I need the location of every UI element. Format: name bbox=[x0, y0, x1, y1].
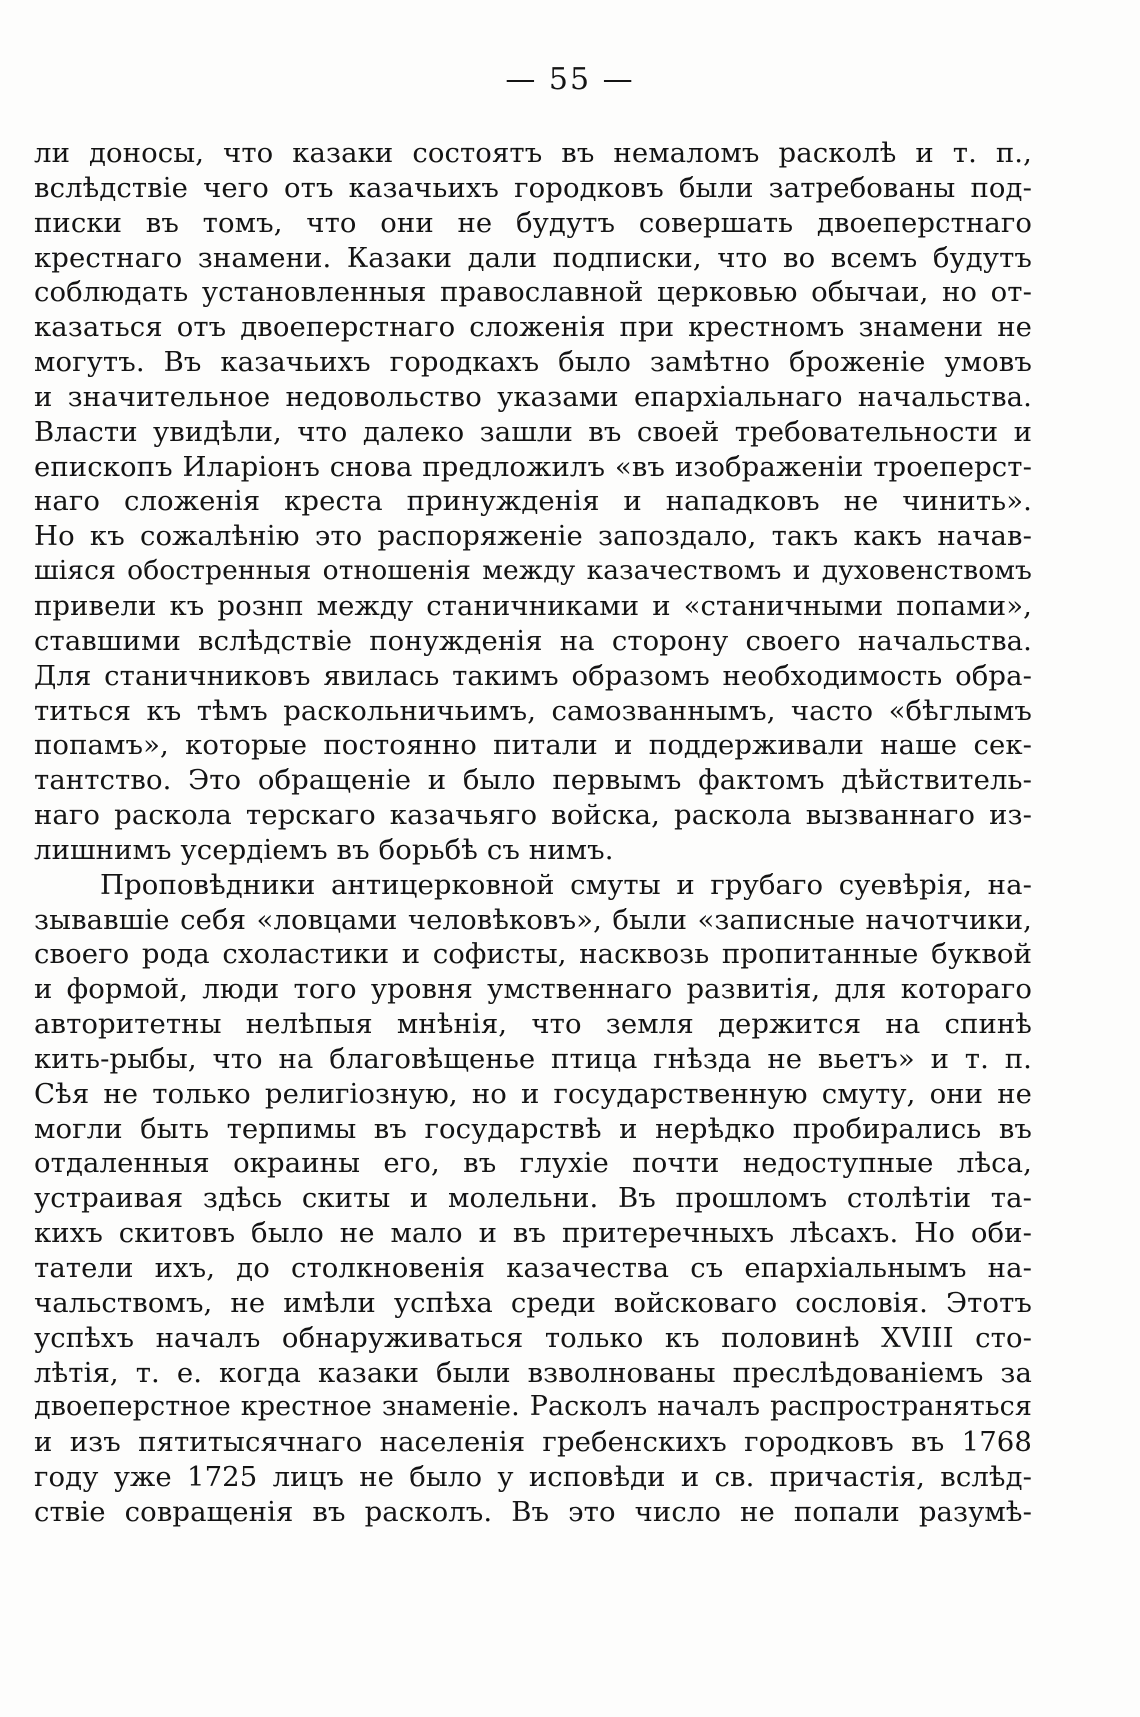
text-line: ли доносы, что казаки состоятъ въ немаломъ расколѣ и т. п., bbox=[34, 137, 1032, 169]
text-line: епископъ Иларіонъ снова предложилъ «въ изображеніи троеперст- bbox=[34, 450, 1032, 483]
text-line: писки въ томъ, что они не будутъ совершать двоеперстнаго bbox=[34, 206, 1032, 239]
text-line: чальствомъ, не имѣли успѣха среди войсковаго сословія. Этотъ bbox=[34, 1286, 1032, 1319]
text-line: вслѣдствіе чего отъ казачьихъ городковъ были затребованы под- bbox=[34, 171, 1032, 204]
page-number: — 55 — bbox=[505, 62, 635, 97]
text-line: ствіе совращенія въ расколъ. Въ это число не попали разумѣ- bbox=[34, 1495, 1032, 1528]
text-line: татели ихъ, до столкновенія казачества съ епархіальнымъ на- bbox=[34, 1252, 1032, 1284]
text-line: отдаленныя окраины его, въ глухіе почти недоступные лѣса, bbox=[34, 1147, 1032, 1180]
text-line: крестнаго знамени. Казаки дали подписки, что во всемъ будутъ bbox=[34, 241, 1032, 274]
text-line: наго сложенія креста принужденія и нападковъ не чинить». bbox=[34, 485, 1032, 518]
body-text bbox=[34, 136, 1032, 1530]
text-line: авторитетны нелѣпыя мнѣнія, что земля держится на спинѣ bbox=[34, 1008, 1032, 1041]
paragraph-end-line: лишнимъ усердіемъ въ борьбѣ съ нимъ. bbox=[34, 833, 614, 866]
text-line: кить-рыбы, что на благовѣщенье птица гнѣзда не вьетъ» и т. п. bbox=[34, 1042, 1032, 1075]
text-line: лѣтія, т. е. когда казаки были взволнованы преслѣдованіемъ за bbox=[34, 1356, 1032, 1389]
text-line: казаться отъ двоеперстнаго сложенія при крестномъ знамени не bbox=[34, 311, 1032, 344]
text-line: тантство. Это обращеніе и было первымъ фактомъ дѣйствитель- bbox=[34, 764, 1032, 797]
text-line: попамъ», которые постоянно питали и поддерживали наше сек- bbox=[34, 729, 1032, 762]
text-line: и значительное недовольство указами епархіальнаго начальства. bbox=[34, 380, 1032, 413]
text-line: двоеперстное крестное знаменіе. Расколъ началъ распространяться bbox=[34, 1391, 1032, 1423]
paragraph-start-line: Проповѣдники антицерковной смуты и грубаго суевѣрія, на- bbox=[100, 868, 1032, 901]
text-line: Власти увидѣли, что далеко зашли въ своей требовательности и bbox=[34, 415, 1032, 448]
text-line: зывавшіе себя «ловцами человѣковъ», были «записные начотчики, bbox=[34, 903, 1032, 936]
text-line: соблюдать установленныя православной церковью обычаи, но от- bbox=[34, 276, 1032, 309]
text-line: наго раскола терскаго казачьяго войска, раскола вызваннаго из- bbox=[34, 799, 1032, 832]
text-line: привели къ рознп между станичниками и «станичными попами», bbox=[34, 589, 1032, 622]
text-line: титься къ тѣмъ раскольничьимъ, самозваннымъ, часто «бѣглымъ bbox=[34, 694, 1032, 727]
text-line: шіяся обостренныя отношенія между казачествомъ и духовенствомъ bbox=[34, 555, 1032, 587]
text-line: Для станичниковъ явилась такимъ образомъ необходимость обра- bbox=[34, 659, 1032, 692]
text-line: и изъ пятитысячнаго населенія гребенскихъ городковъ въ 1768 bbox=[34, 1426, 1032, 1459]
text-line: и формой, люди того уровня умственнаго развитія, для котораго bbox=[34, 973, 1032, 1006]
text-line: Но къ сожалѣнію это распоряженіе запоздало, такъ какъ начав- bbox=[34, 520, 1032, 553]
text-line: успѣхъ началъ обнаруживаться только къ половинѣ XVIII сто- bbox=[34, 1321, 1032, 1354]
text-line: кихъ скитовъ было не мало и въ притеречныхъ лѣсахъ. Но оби- bbox=[34, 1217, 1032, 1250]
text-line: ставшими вслѣдствіе понужденія на сторону своего начальства. bbox=[34, 624, 1032, 657]
text-line: Сѣя не только религіозную, но и государственную смуту, они не bbox=[34, 1077, 1032, 1110]
text-line: могли быть терпимы въ государствѣ и нерѣдко пробирались въ bbox=[34, 1112, 1032, 1145]
text-line: устраивая здѣсь скиты и молельни. Въ прошломъ столѣтіи та- bbox=[34, 1182, 1032, 1215]
text-line: могутъ. Въ казачьихъ городкахъ было замѣтно броженіе умовъ bbox=[34, 346, 1032, 379]
text-line: своего рода схоластики и софисты, насквозь пропитанные буквой bbox=[34, 938, 1032, 971]
text-line: году уже 1725 лицъ не было у исповѣди и св. причастія, вслѣд- bbox=[34, 1461, 1032, 1494]
